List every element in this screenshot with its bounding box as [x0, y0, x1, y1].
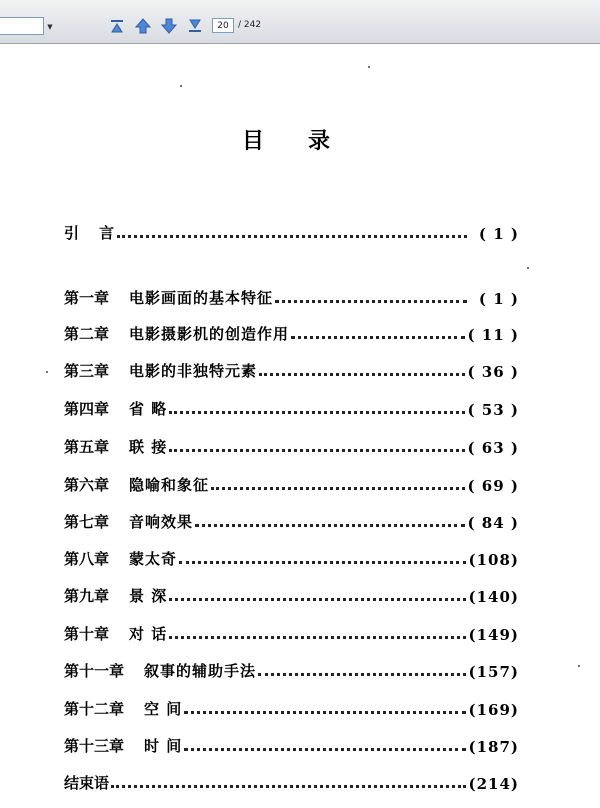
- toc-dot-leader: [259, 367, 465, 376]
- toc-heading: 叙事的辅助手法: [144, 662, 257, 680]
- toc-page-number: (140): [468, 588, 519, 606]
- toc-entry[interactable]: [64, 399, 519, 419]
- toc-entry[interactable]: [64, 361, 519, 381]
- toc-heading: 音响效果: [129, 513, 194, 531]
- toc-chapter-label: 第十二章: [64, 700, 125, 718]
- first-page-icon: [109, 18, 125, 34]
- toc-dot-leader: [184, 742, 466, 751]
- first-page-button[interactable]: [108, 17, 126, 35]
- toc-chapter-label: 第三章: [64, 362, 110, 380]
- toc-page-number: ( 53 ): [467, 401, 519, 419]
- toc-entry[interactable]: [64, 549, 519, 569]
- scan-speck: [368, 66, 370, 68]
- scan-speck: [578, 665, 580, 667]
- toc-page-number: ( 11 ): [467, 326, 519, 344]
- toc-chapter-label: 第七章: [64, 513, 110, 531]
- toc-chapter-label: 第十一章: [64, 662, 125, 680]
- scan-speck: [180, 85, 182, 87]
- toc-entry[interactable]: [64, 288, 519, 308]
- toc-chapter-label: 第二章: [64, 325, 110, 343]
- toc-heading: 省 略: [129, 400, 168, 418]
- next-page-button[interactable]: [160, 17, 178, 35]
- toc-dot-leader: [169, 443, 465, 452]
- toc-page-number: (149): [468, 626, 519, 644]
- toc-chapter-label: 第一章: [64, 289, 110, 307]
- toc-dot-leader: [169, 405, 465, 414]
- toc-dot-leader: [195, 518, 465, 527]
- previous-page-button[interactable]: [134, 17, 152, 35]
- toc-chapter-label: 第十三章: [64, 737, 125, 755]
- toc-entry[interactable]: [64, 736, 519, 756]
- toc-page-number: (169): [468, 701, 519, 719]
- next-page-icon: [160, 17, 178, 35]
- toc-heading: 电影摄影机的创造作用: [129, 325, 290, 343]
- scan-speck: [527, 267, 529, 269]
- toc-entry[interactable]: [64, 324, 519, 344]
- toc-dot-leader: [184, 705, 466, 714]
- toc-entry[interactable]: [64, 475, 519, 495]
- toc-heading: 对 话: [129, 625, 168, 643]
- toc-chapter-label: 第九章: [64, 587, 110, 605]
- toc-page-number: ( 1 ): [478, 290, 519, 308]
- toc-chapter-label: 第十章: [64, 625, 110, 643]
- toc-heading: 空 间: [144, 700, 183, 718]
- toc-heading: 时 间: [144, 737, 183, 755]
- last-page-button[interactable]: [186, 17, 204, 35]
- toc-dot-leader: [111, 779, 466, 788]
- zoom-input[interactable]: [0, 17, 44, 35]
- toc-page-number: (187): [468, 738, 519, 756]
- toc-entry[interactable]: [64, 624, 519, 644]
- toc-dot-leader: [291, 330, 465, 339]
- toc-page-number: ( 84 ): [467, 514, 519, 532]
- toc-chapter-label: 引: [64, 224, 80, 242]
- last-page-icon: [187, 18, 203, 34]
- toc-dot-leader: [211, 481, 465, 490]
- toc-entry[interactable]: [64, 223, 519, 243]
- toc-chapter-label: 结束语: [64, 774, 110, 792]
- toc-entry[interactable]: [64, 661, 519, 681]
- page-number-input[interactable]: [212, 18, 234, 33]
- toc-page-number: (214): [468, 775, 519, 793]
- toc-dot-leader: [169, 630, 466, 639]
- toc-heading: 蒙太奇: [129, 550, 178, 568]
- toc-entry[interactable]: [64, 437, 519, 457]
- document-page: [0, 45, 600, 808]
- toc-chapter-label: 第八章: [64, 550, 110, 568]
- toc-heading: 隐喻和象征: [129, 476, 210, 494]
- toc-dot-leader: [258, 667, 466, 676]
- toc-entry[interactable]: [64, 699, 519, 719]
- toc-chapter-label: 第四章: [64, 400, 110, 418]
- toc-page-number: ( 69 ): [467, 477, 519, 495]
- toc-page-number: (157): [468, 663, 519, 681]
- page-title: 目录: [241, 128, 374, 154]
- toc-entry[interactable]: [64, 586, 519, 606]
- toc-dot-leader: [275, 294, 467, 303]
- page-total-label: / 242: [238, 20, 262, 30]
- toc-page-number: (108): [468, 551, 519, 569]
- toc-heading: 景 深: [129, 587, 168, 605]
- toc-chapter-label: 第五章: [64, 438, 110, 456]
- toc-dot-leader: [117, 229, 467, 238]
- toc-page-number: ( 36 ): [467, 363, 519, 381]
- toc-dot-leader: [179, 555, 466, 564]
- toc-heading: 电影的非独特元素: [129, 362, 258, 380]
- chevron-down-icon[interactable]: ▼: [47, 23, 53, 31]
- toc-page-number: ( 63 ): [467, 439, 519, 457]
- toc-dot-leader: [169, 592, 466, 601]
- toc-entry[interactable]: [64, 773, 519, 793]
- toc-chapter-label: 第六章: [64, 476, 110, 494]
- previous-page-icon: [134, 17, 152, 35]
- toc-entry[interactable]: [64, 512, 519, 532]
- toc-page-number: ( 1 ): [478, 225, 519, 243]
- scan-speck: [46, 371, 48, 373]
- toc-heading: 联 接: [129, 438, 168, 456]
- viewer-toolbar: [0, 0, 600, 44]
- toc-heading: 电影画面的基本特征: [129, 289, 274, 307]
- toc-heading: 言: [99, 224, 116, 242]
